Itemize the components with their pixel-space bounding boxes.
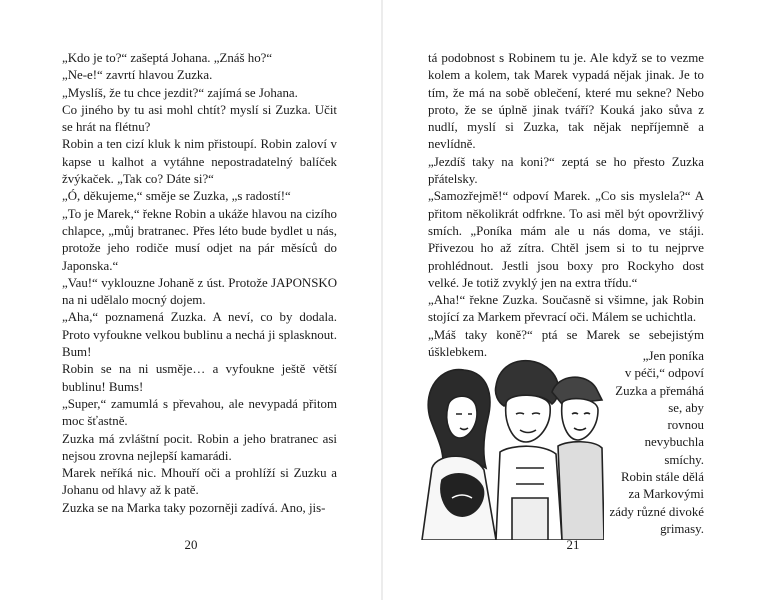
wrapped-line: „Jen poníka [642,349,704,363]
left-page-text [62,50,337,517]
paragraph: Marek neříká nic. Mhouří oči a prohlíží si Zuzku a Johanu od hlavy až k patě. [62,466,337,498]
paragraph: Robin se na ni usměje… a vyfoukne ještě větší bublinu! Bums! [62,362,337,394]
wrapped-line: Zuzka a přemáhá se, aby [615,383,704,415]
paragraph: Zuzka se na Marka taky pozorněji zadívá. Ano, jis- [62,500,326,515]
paragraph: „Myslíš, že tu chce jezdit?“ zajímá se Johana. [62,85,298,100]
paragraph: „Vau!“ vyklouzne Johaně z úst. Protože JAPONSKO na ni udělalo mocný dojem. [62,275,337,308]
wrapped-line: v péči,“ odpoví [624,366,704,381]
page-number: 20 [184,538,198,552]
paragraph: „Máš taky koně?“ ptá se Marek se sebejistým úšklebkem. [428,327,704,360]
paragraph: tá podobnost s Robinem tu je. Ale když se to vezme kolem a kolem, tak Marek vypadá nějak jinak. Je to tím, že má na sobě oblečení, které mu sekne? Nebo proto, že se úplně jinak tváří? Kouká jako sůva z nudlí, myslí si Zuzka, tak nějak nepříjemně a nevlídně. [428,51,704,152]
page-number: 21 [566,538,580,552]
paragraph: „Jezdíš taky na koni?“ zeptá se ho přesto Zuzka přátelsky. [428,154,704,187]
paragraph: „Kdo je to?“ zašeptá Johana. „Znáš ho?“ [62,51,273,65]
paragraph: „Samozřejmě!“ odpoví Marek. „Co sis myslela?“ A přitom několikrát odfrkne. To asi měl být opovržlivý smích. „Poníka mám ale u nás doma, ve stáji. Přivezou ho až zítra. Chtěl jsem si to tu nejprve prohlédnout. Jestli jsou boxy pro Rockyho dost velké. Je totiž zvyklý jen na extra třídu.“ [428,189,704,290]
paragraph: „Aha,“ poznamená Zuzka. A neví, co by dodala. Proto vyfoukne velkou bublinu a nechá ji splasknout. Bum! [62,310,337,360]
wrapped-line: rovnou nevybuchla smíchy. [644,418,704,467]
wrapped-line: zády různé divoké grimasy. [609,504,704,536]
paragraph: Zuzka má zvláštní pocit. Robin a jeho bratranec asi nejsou zrovna nejlepší kamarádi. [62,431,337,463]
wrapped-paragraph [608,348,704,538]
paragraph: „Ó, děkujeme,“ směje se Zuzka, „s radostí!“ [62,189,291,204]
paragraph: „Ne-e!“ zavrtí hlavou Zuzka. [62,68,213,83]
paragraph: Co jiného by tu asi mohl chtít? myslí si Zuzka. Učit se hrát na flétnu? [62,102,337,135]
three-children-illustration [412,348,604,540]
right-page [382,0,764,600]
paragraph: „To je Marek,“ řekne Robin a ukáže hlavou na cizího chlapce, „můj bratranec. Přes léto bude bydlet u nás, protože jeho rodiče musí odjet na pár měsíců do Japonska.“ [62,206,337,273]
wrapped-line: Robin stále dělá [620,470,704,485]
right-page-text [428,50,704,361]
paragraph: Robin a ten cizí kluk k nim přistoupí. Robin zaloví v kapse u kalhot a vytáhne nepostradatelný balíček žvýkaček. „Tak co? Dáte si?“ [62,137,337,187]
paragraph: „Super,“ zamumlá s převahou, ale nevypadá přitom moc šťastně. [62,396,337,429]
wrapped-line: za Markovými [628,487,704,502]
paragraph: „Aha!“ řekne Zuzka. Současně si všimne, jak Robin stojící za Markem převrací oči. Málem se uchichtla. [428,293,704,325]
